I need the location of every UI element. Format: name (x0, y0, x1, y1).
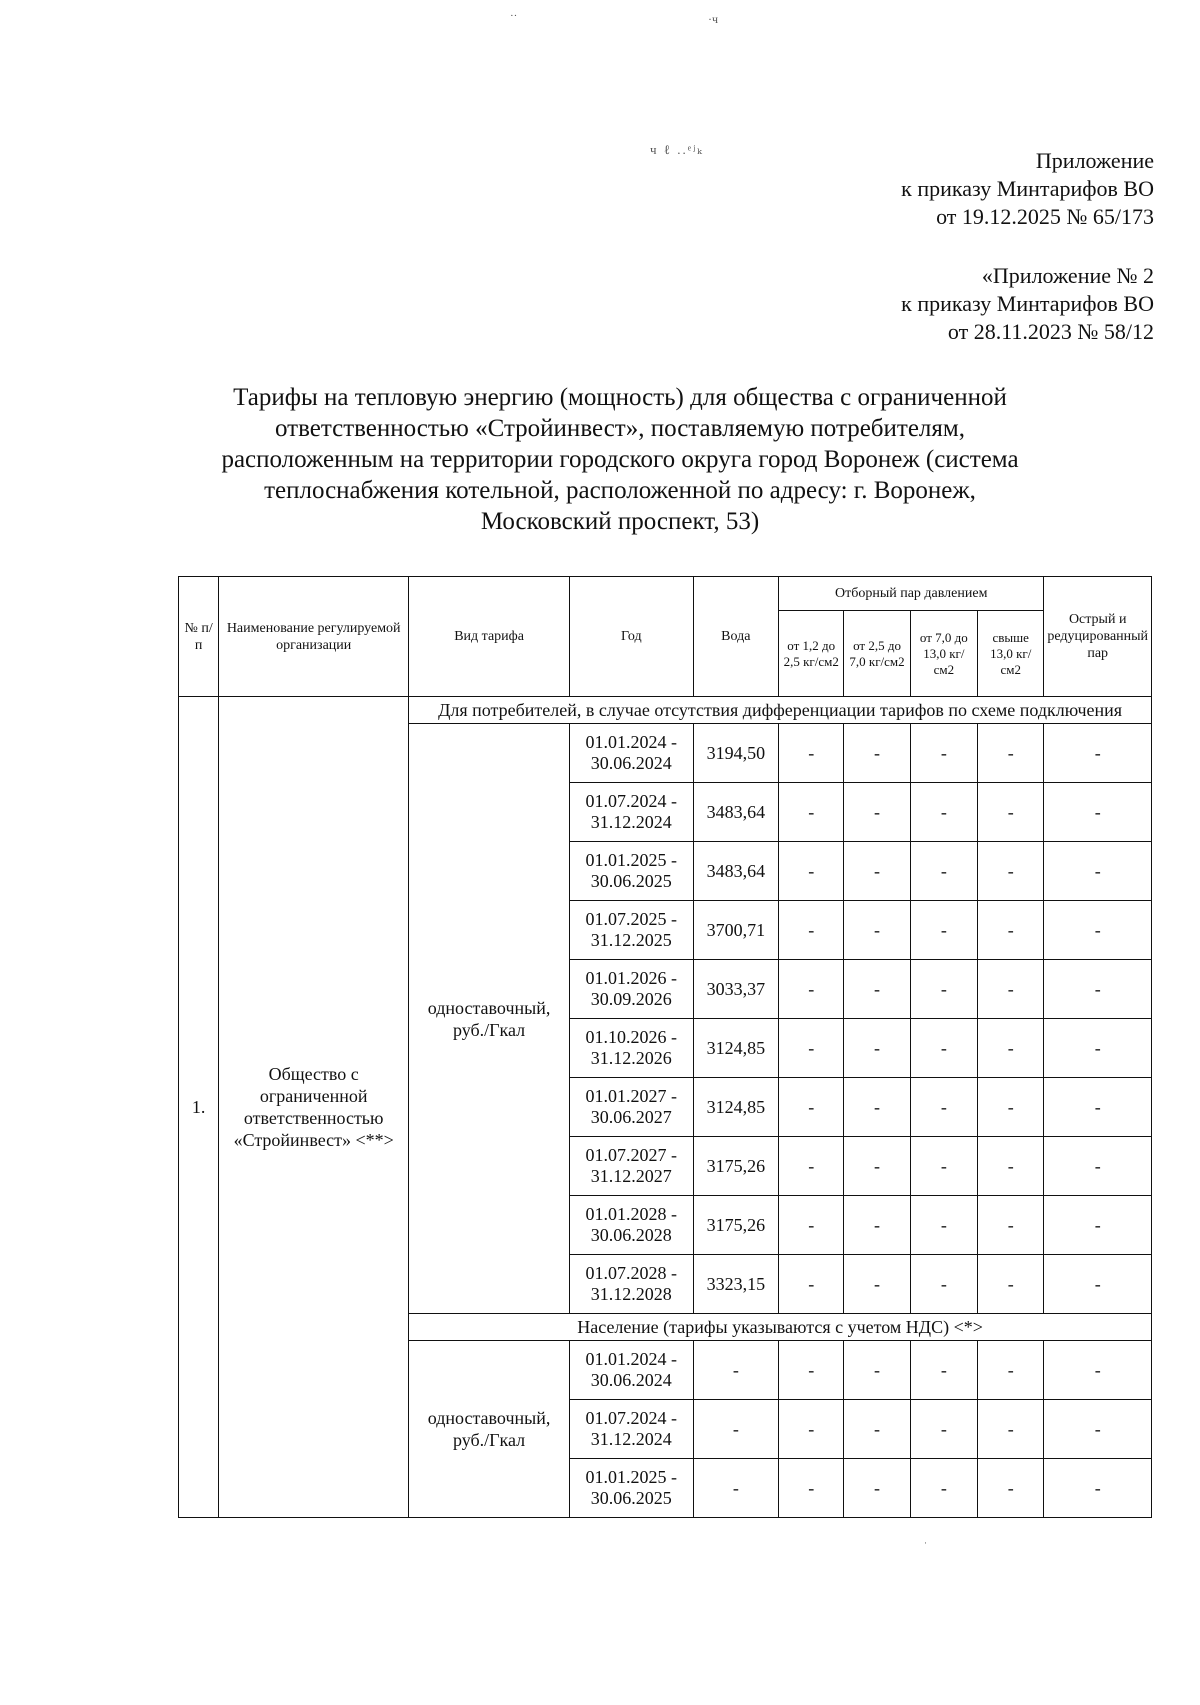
sharp-steam-value: - (1044, 1255, 1152, 1314)
header-organization: Наименование регулируемой организации (219, 577, 409, 697)
header-pressure-2: от 2,5 до 7,0 кг/см2 (844, 611, 910, 697)
water-value: 3124,85 (693, 1078, 778, 1137)
steam-1-value: - (779, 1400, 844, 1459)
water-value: - (693, 1459, 778, 1518)
steam-1-value: - (779, 1078, 844, 1137)
steam-2-value: - (844, 1078, 910, 1137)
period-cell: 01.07.2027 - 31.12.2027 (569, 1137, 693, 1196)
period-cell: 01.07.2024 - 31.12.2024 (569, 783, 693, 842)
header-row (179, 577, 1152, 611)
sharp-steam-value: - (1044, 1459, 1152, 1518)
steam-3-value: - (910, 1019, 977, 1078)
period-cell: 01.01.2028 - 30.06.2028 (569, 1196, 693, 1255)
title-line: теплоснабжения котельной, расположенной по адресу: г. Воронеж, (264, 477, 976, 504)
steam-4-value: - (978, 783, 1044, 842)
steam-3-value: - (910, 783, 977, 842)
steam-3-value: - (910, 1341, 977, 1400)
period-cell: 01.01.2027 - 30.06.2027 (569, 1078, 693, 1137)
period-cell: 01.01.2026 - 30.09.2026 (569, 960, 693, 1019)
water-value: 3175,26 (693, 1137, 778, 1196)
steam-3-value: - (910, 842, 977, 901)
steam-1-value: - (779, 842, 844, 901)
steam-2-value: - (844, 1019, 910, 1078)
section-header-row (179, 697, 1152, 724)
sharp-steam-value: - (1044, 1341, 1152, 1400)
steam-4-value: - (978, 1341, 1044, 1400)
water-value: 3483,64 (693, 783, 778, 842)
steam-4-value: - (978, 1137, 1044, 1196)
sharp-steam-value: - (1044, 1400, 1152, 1459)
water-value: 3323,15 (693, 1255, 778, 1314)
sharp-steam-value: - (1044, 1019, 1152, 1078)
sharp-steam-value: - (1044, 724, 1152, 783)
water-value: 3033,37 (693, 960, 778, 1019)
steam-4-value: - (978, 842, 1044, 901)
steam-2-value: - (844, 842, 910, 901)
sharp-steam-value: - (1044, 1196, 1152, 1255)
title-line: Московский проспект, 53) (480, 508, 760, 535)
row-number: 1. (179, 697, 219, 1518)
appendix-line: от 19.12.2025 № 65/173 (936, 204, 1154, 229)
steam-3-value: - (910, 1459, 977, 1518)
steam-2-value: - (844, 901, 910, 960)
header-pressure-1: от 1,2 до 2,5 кг/см2 (779, 611, 844, 697)
steam-4-value: - (978, 1019, 1044, 1078)
sharp-steam-value: - (1044, 901, 1152, 960)
steam-4-value: - (978, 1459, 1044, 1518)
steam-3-value: - (910, 1078, 977, 1137)
steam-3-value: - (910, 960, 977, 1019)
water-value: - (693, 1400, 778, 1459)
header-pressure-3: от 7,0 до 13,0 кг/см2 (910, 611, 977, 697)
header-pressure-4: свыше 13,0 кг/см2 (978, 611, 1044, 697)
steam-3-value: - (910, 1196, 977, 1255)
document-title (170, 382, 1070, 537)
steam-1-value: - (779, 960, 844, 1019)
original-appendix-line: к приказу Минтарифов ВО (901, 291, 1154, 316)
steam-2-value: - (844, 783, 910, 842)
scan-speck: · (924, 1538, 927, 1548)
water-value: - (693, 1341, 778, 1400)
appendix-line: Приложение (1035, 148, 1154, 173)
water-value: 3175,26 (693, 1196, 778, 1255)
period-cell: 01.07.2025 - 31.12.2025 (569, 901, 693, 960)
steam-2-value: - (844, 724, 910, 783)
original-appendix-line: «Приложение № 2 (981, 263, 1154, 288)
steam-3-value: - (910, 1137, 977, 1196)
appendix-block (901, 147, 1154, 231)
sharp-steam-value: - (1044, 783, 1152, 842)
steam-3-value: - (910, 901, 977, 960)
tariff-type: одноставочный, руб./Гкал (409, 1341, 570, 1518)
header-sharp-steam: Острый и редуцированный пар (1044, 577, 1152, 697)
steam-1-value: - (779, 1196, 844, 1255)
title-line: расположенным на территории городского округа город Воронеж (система (221, 446, 1019, 473)
steam-2-value: - (844, 1196, 910, 1255)
steam-2-value: - (844, 1400, 910, 1459)
period-cell: 01.01.2025 - 30.06.2025 (569, 1459, 693, 1518)
steam-1-value: - (779, 1255, 844, 1314)
period-cell: 01.07.2024 - 31.12.2024 (569, 1400, 693, 1459)
title-line: Тарифы на тепловую энергию (мощность) для общества с ограниченной (233, 384, 1007, 411)
steam-2-value: - (844, 960, 910, 1019)
sharp-steam-value: - (1044, 842, 1152, 901)
steam-4-value: - (978, 1255, 1044, 1314)
section-title: Для потребителей, в случае отсутствия дифференциации тарифов по схеме подключения (409, 697, 1152, 724)
original-appendix-line: от 28.11.2023 № 58/12 (947, 319, 1154, 344)
sharp-steam-value: - (1044, 960, 1152, 1019)
steam-1-value: - (779, 783, 844, 842)
header-number: № п/п (179, 577, 219, 697)
steam-3-value: - (910, 724, 977, 783)
period-cell: 01.01.2024 - 30.06.2024 (569, 724, 693, 783)
title-line: ответственностью «Стройинвест», поставляемую потребителям, (275, 415, 965, 442)
sharp-steam-value: - (1044, 1137, 1152, 1196)
header-steam-group: Отборный пар давлением (779, 577, 1044, 611)
header-year: Год (569, 577, 693, 697)
steam-3-value: - (910, 1255, 977, 1314)
steam-1-value: - (779, 724, 844, 783)
tariff-table (178, 576, 1152, 1518)
water-value: 3483,64 (693, 842, 778, 901)
steam-2-value: - (844, 1255, 910, 1314)
steam-4-value: - (978, 1196, 1044, 1255)
water-value: 3700,71 (693, 901, 778, 960)
scan-speck: ч ℓ ..ᵉʲₖ (650, 142, 704, 157)
period-cell: 01.01.2025 - 30.06.2025 (569, 842, 693, 901)
steam-1-value: - (779, 1459, 844, 1518)
steam-2-value: - (844, 1137, 910, 1196)
header-water: Вода (693, 577, 778, 697)
steam-3-value: - (910, 1400, 977, 1459)
steam-1-value: - (779, 901, 844, 960)
steam-1-value: - (779, 1019, 844, 1078)
steam-4-value: - (978, 724, 1044, 783)
steam-4-value: - (978, 901, 1044, 960)
period-cell: 01.07.2028 - 31.12.2028 (569, 1255, 693, 1314)
original-appendix-block (901, 262, 1154, 346)
scan-speck: ·ч (708, 12, 719, 26)
steam-2-value: - (844, 1341, 910, 1400)
water-value: 3124,85 (693, 1019, 778, 1078)
appendix-line: к приказу Минтарифов ВО (901, 176, 1154, 201)
water-value: 3194,50 (693, 724, 778, 783)
steam-1-value: - (779, 1137, 844, 1196)
header-tariff-type: Вид тарифа (409, 577, 570, 697)
steam-1-value: - (779, 1341, 844, 1400)
steam-4-value: - (978, 1078, 1044, 1137)
scan-speck: ·· (510, 10, 518, 22)
organization-name: Общество с ограниченной ответственностью «Стройинвест» <**> (219, 697, 409, 1518)
period-cell: 01.01.2024 - 30.06.2024 (569, 1341, 693, 1400)
sharp-steam-value: - (1044, 1078, 1152, 1137)
steam-4-value: - (978, 960, 1044, 1019)
tariff-type: одноставочный, руб./Гкал (409, 724, 570, 1314)
steam-2-value: - (844, 1459, 910, 1518)
section-title: Население (тарифы указываются с учетом НДС) <*> (409, 1314, 1152, 1341)
steam-4-value: - (978, 1400, 1044, 1459)
period-cell: 01.10.2026 - 31.12.2026 (569, 1019, 693, 1078)
